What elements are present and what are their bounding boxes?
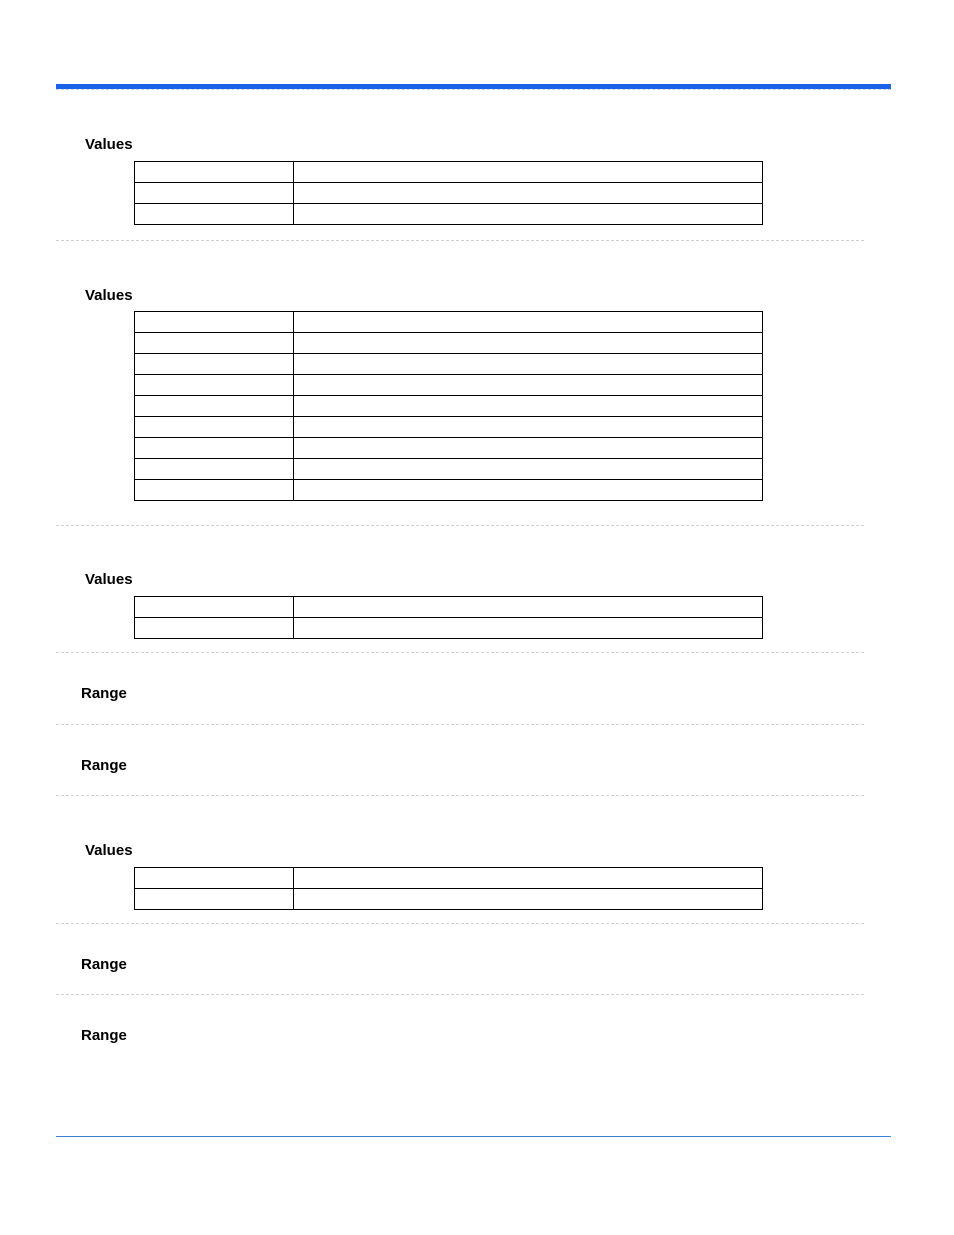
table-cell-key	[135, 597, 294, 618]
table-cell-key	[135, 438, 294, 459]
values-table	[134, 161, 763, 225]
section-heading-values: Values	[85, 287, 133, 304]
values-table	[134, 311, 763, 501]
table-cell-key	[135, 396, 294, 417]
section-divider	[56, 652, 864, 653]
table-cell-key	[135, 204, 294, 225]
table-cell-key	[135, 417, 294, 438]
section-heading-values: Values	[85, 571, 133, 588]
section-divider	[56, 240, 864, 241]
table-row	[135, 597, 763, 618]
table-row	[135, 438, 763, 459]
table-row	[135, 312, 763, 333]
table-row	[135, 162, 763, 183]
table-cell-value	[294, 375, 763, 396]
table-cell-value	[294, 396, 763, 417]
section-heading-values: Values	[85, 136, 133, 153]
table-row	[135, 396, 763, 417]
table-cell-value	[294, 183, 763, 204]
table-row	[135, 480, 763, 501]
table-cell-key	[135, 459, 294, 480]
section-divider	[56, 923, 864, 924]
table-row	[135, 459, 763, 480]
table-row	[135, 183, 763, 204]
table-cell-value	[294, 438, 763, 459]
table-cell-value	[294, 333, 763, 354]
table-cell-key	[135, 183, 294, 204]
section-heading-range: Range	[81, 757, 127, 774]
section-divider	[56, 994, 864, 995]
table-row	[135, 204, 763, 225]
values-table	[134, 596, 763, 639]
footer-rule	[56, 1136, 891, 1137]
section-heading-values: Values	[85, 842, 133, 859]
table-cell-value	[294, 618, 763, 639]
table-cell-key	[135, 162, 294, 183]
table-cell-value	[294, 312, 763, 333]
section-divider	[56, 525, 864, 526]
table-cell-value	[294, 417, 763, 438]
table-cell-value	[294, 480, 763, 501]
table-cell-key	[135, 312, 294, 333]
table-row	[135, 618, 763, 639]
table-cell-value	[294, 868, 763, 889]
table-row	[135, 354, 763, 375]
table-cell-value	[294, 204, 763, 225]
table-cell-key	[135, 889, 294, 910]
section-divider	[56, 724, 864, 725]
table-cell-value	[294, 162, 763, 183]
table-cell-key	[135, 480, 294, 501]
section-divider	[56, 795, 864, 796]
table-cell-value	[294, 459, 763, 480]
values-table	[134, 867, 763, 910]
table-row	[135, 375, 763, 396]
table-cell-key	[135, 618, 294, 639]
table-row	[135, 889, 763, 910]
section-heading-range: Range	[81, 1027, 127, 1044]
table-cell-key	[135, 868, 294, 889]
section-heading-range: Range	[81, 685, 127, 702]
table-cell-key	[135, 354, 294, 375]
table-cell-value	[294, 597, 763, 618]
table-cell-value	[294, 889, 763, 910]
table-cell-value	[294, 354, 763, 375]
table-cell-key	[135, 333, 294, 354]
table-row	[135, 868, 763, 889]
header-bar-shadow	[56, 89, 891, 90]
table-cell-key	[135, 375, 294, 396]
table-row	[135, 333, 763, 354]
section-heading-range: Range	[81, 956, 127, 973]
table-row	[135, 417, 763, 438]
